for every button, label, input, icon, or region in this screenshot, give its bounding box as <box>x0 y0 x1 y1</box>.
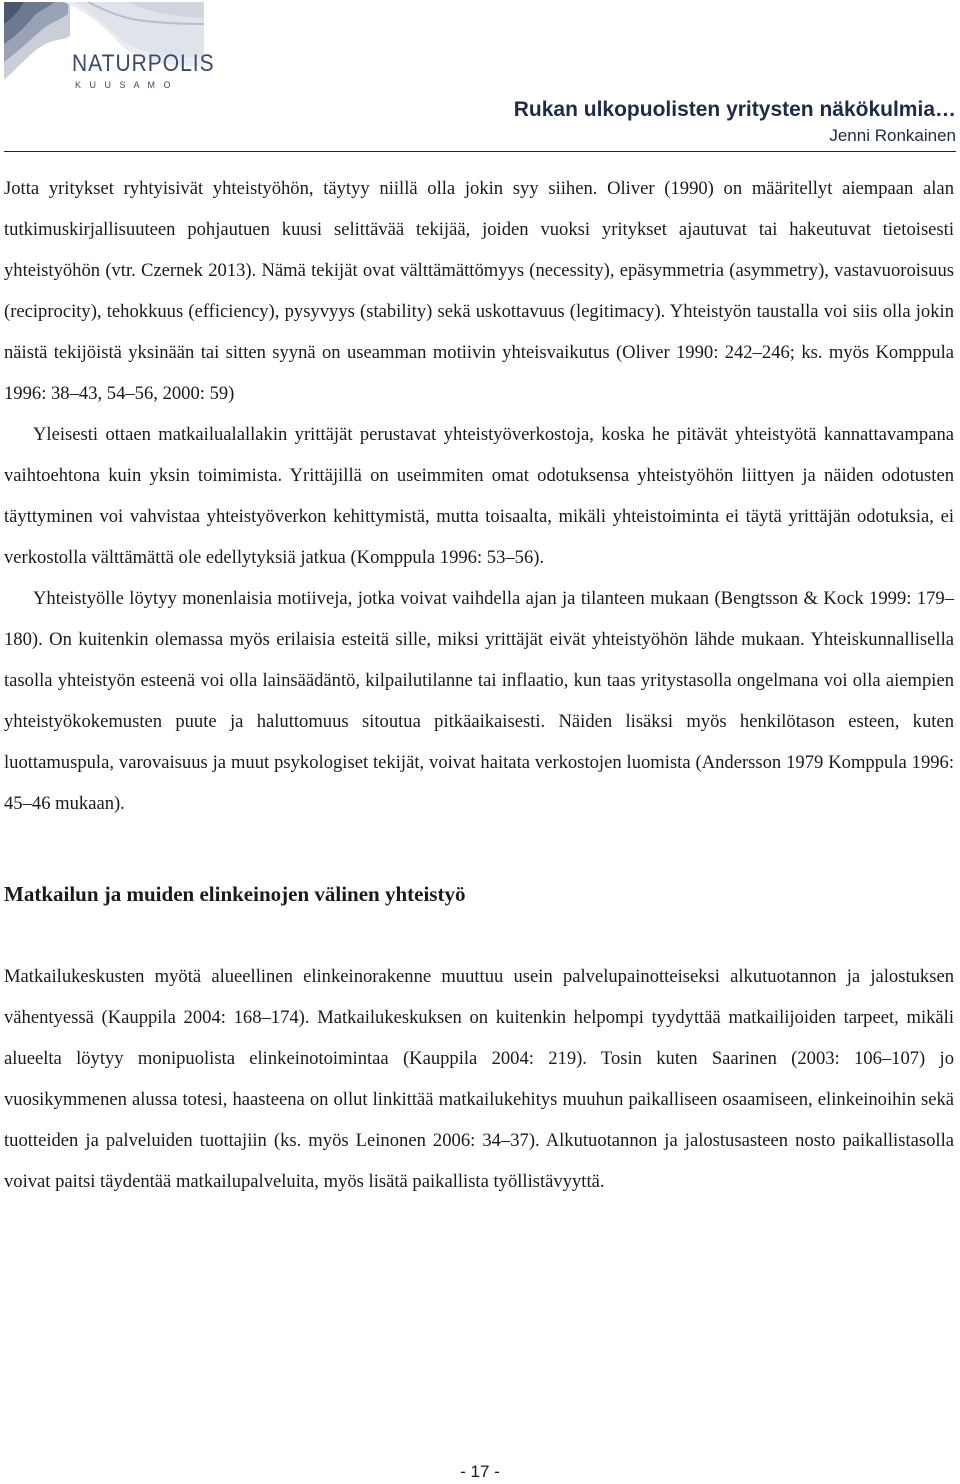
body-text <box>4 168 954 1202</box>
section-spacer <box>4 824 954 880</box>
logo-wordmark: NATURPOLIS <box>72 50 215 77</box>
section-heading: Matkailun ja muiden elinkeinojen välinen yhteistyö <box>4 882 466 906</box>
paragraph-oliver-motives: Jotta yritykset ryhtyisivät yhteistyöhön, täytyy niillä olla jokin syy siihen. Oliver (1990) on määritellyt aiempaan alan tutkimuskirjallisuuteen pohjautuen kuusi selittävää tekijää, joiden vuoksi yritykset ajautuvat tai hakeutuvat tietoisesti yhteistyöhön (vtr. Czernek 2013). Nämä tekijät ovat välttämättömyys (necessity), epäsymmetria (asymmetry), vastavuoroisuus (reciprocity), tehokkuus (efficiency), pysyvyys (stability) sekä uskottavuus (legitimacy). Yhteistyön taustalla voi siis olla jokin näistä tekijöistä yksinään tai sitten syynä on useamman motiivin yhteisvaikutus (Oliver 1990: 242‒246; ks. myös Komppula 1996: 38‒43, 54‒56, 2000: 59) <box>4 178 954 404</box>
header-divider <box>4 151 956 152</box>
paragraph-network-expectations: Yleisesti ottaen matkailualallakin yrittäjät perustavat yhteistyöverkostoja, koska he pitävät yhteistyötä kannattavampana vaihtoehtona kuin yksin toimimista. Yrittäjillä on useimmiten omat odotuksensa yhteistyöhön liittyen ja näiden odotusten täyttyminen voi vahvistaa yhteistyöverkon kehittymistä, mutta toisaalta, mikäli yhteistoiminta ei täytä yrittäjän odotuksia, ei verkostolla välttämättä ole edellytyksiä jatkua (Komppula 1996: 53‒56). <box>4 424 954 568</box>
running-header-author: Jenni Ronkainen <box>829 126 956 145</box>
paragraph-tourism-industries: Matkailukeskusten myötä alueellinen elinkeinorakenne muuttuu usein palvelupainotteiseksi alkutuotannon ja jalostuksen vähentyessä (Kauppila 2004: 168‒174). Matkailukeskuksen on kuitenkin helpompi tyydyttää matkailijoiden tarpeet, mikäli alueelta löytyy monipuolista elinkeinotoimintaa (Kauppila 2004: 219). Tosin kuten Saarinen (2003: 106‒107) jo vuosikymmenen alussa totesi, haasteena on ollut linkittää matkailukehitys muuhun paikalliseen osaamiseen, elinkeinoihin sekä tuotteiden ja palveluiden tuottajiin (ks. myös Leinonen 2006: 34‒37). Alkutuotannon ja jalostusasteen nosto paikallistasolla voivat paitsi täydentää matkailupalveluita, myös lisätä paikallista työllistävyyttä. <box>4 966 954 1192</box>
page-number: - 17 - <box>460 1462 500 1481</box>
running-header-title: Rukan ulkopuolisten yritysten näkökulmia… <box>513 98 956 121</box>
logo-subtitle: K U U S A M O <box>75 80 174 90</box>
naturpolis-logo <box>4 2 215 98</box>
section-spacer <box>4 908 954 956</box>
paragraph-cooperation-barriers: Yhteistyölle löytyy monenlaisia motiiveja, jotka voivat vaihdella ajan ja tilanteen mukaan (Bengtsson & Kock 1999: 179‒180). On kuitenkin olemassa myös erilaisia esteitä sille, miksi yrittäjät eivät yhteistyöhön lähde mukaan. Yhteiskunnallisella tasolla yhteistyön esteenä voi olla lainsäädäntö, kilpailutilanne tai inflaatio, kun taas yritystasolla ongelmana voi olla aiempien yhteistyökokemusten puute ja haluttomuus sitoutua pitkäaikaisesti. Näiden lisäksi myös henkilötason esteen, kuten luottamuspula, varovaisuus ja muut psykologiset tekijät, voivat haitata verkostojen luomista (Andersson 1979 Komppula 1996: 45‒46 mukaan). <box>4 588 954 814</box>
